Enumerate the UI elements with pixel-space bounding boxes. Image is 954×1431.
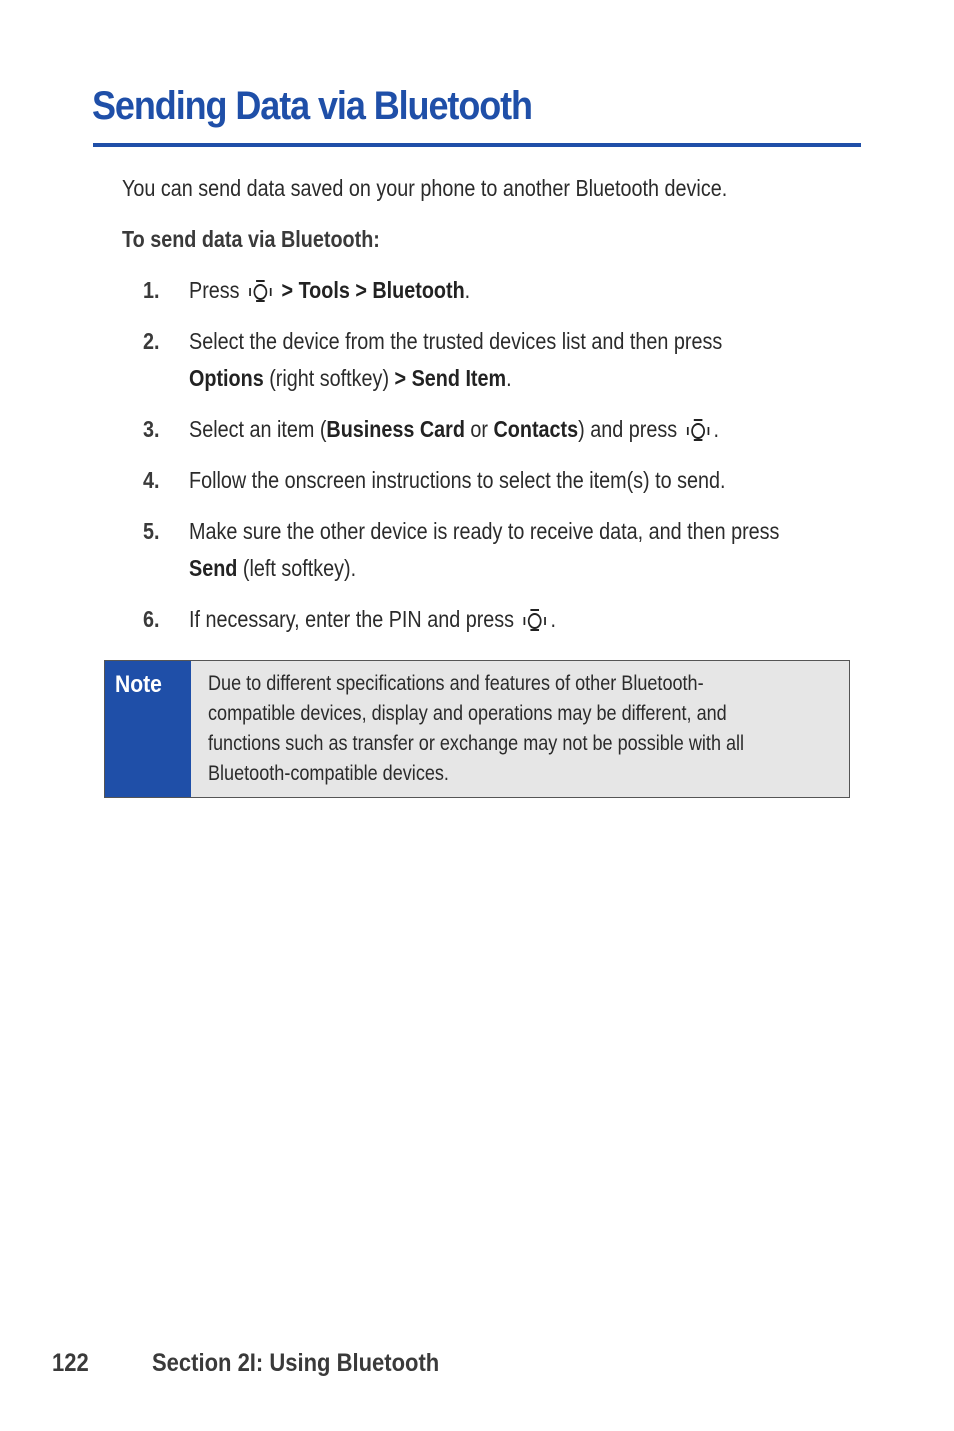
note-line: functions such as transfer or exchange may not be possible with all [208,732,745,755]
step-2-options: Options [189,365,264,391]
note-line: Bluetooth-compatible devices. [208,762,449,785]
step-4-text: Follow the onscreen instructions to select the item(s) to send. [189,467,726,493]
step-6-text: If necessary, enter the PIN and press . [189,606,557,632]
procedure-heading: To send data via Bluetooth: [122,226,380,252]
step-2-send-item: > Send Item [394,365,507,391]
step-5-line-2: Send (left softkey). [189,555,357,581]
page-title: Sending Data via Bluetooth [92,84,532,128]
step-3-contacts: Contacts [493,416,579,442]
step-2-number: 2. [143,328,160,354]
step-3-business-card: Business Card [326,416,465,442]
step-2-line-1: Select the device from the trusted devices list and then press [189,328,723,354]
title-divider [93,143,861,147]
note-text [208,669,744,789]
step-5-line-1: Make sure the other device is ready to receive data, and then press [189,518,780,544]
step-3-number: 3. [143,416,160,442]
step-2-line-2: Options (right softkey) > Send Item. [189,365,512,391]
menu-ok-key-icon [522,608,548,632]
menu-ok-key-icon [685,418,711,442]
note-line: Due to different specifications and features of other Bluetooth- [208,672,704,695]
step-5-send: Send [189,555,238,581]
step-4-number: 4. [143,467,160,493]
page-number: 122 [52,1349,89,1377]
note-label: Note [115,671,162,698]
step-1-menu-path: > Tools > Bluetooth [281,277,465,303]
note-line: compatible devices, display and operations may be different, and [208,702,727,725]
step-1-press: Press [189,277,240,303]
step-1-number: 1. [143,277,160,303]
intro-paragraph: You can send data saved on your phone to another Bluetooth device. [122,175,728,201]
step-5-number: 5. [143,518,160,544]
menu-ok-key-icon [248,279,274,303]
note-box [104,660,850,798]
step-1-text: Press > Tools > Bluetooth. [189,277,471,303]
step-6-number: 6. [143,606,160,632]
step-3-text: Select an item (Business Card or Contacts) and press . [189,416,720,442]
section-title: Section 2I: Using Bluetooth [152,1349,440,1377]
note-label-cell [105,661,191,797]
